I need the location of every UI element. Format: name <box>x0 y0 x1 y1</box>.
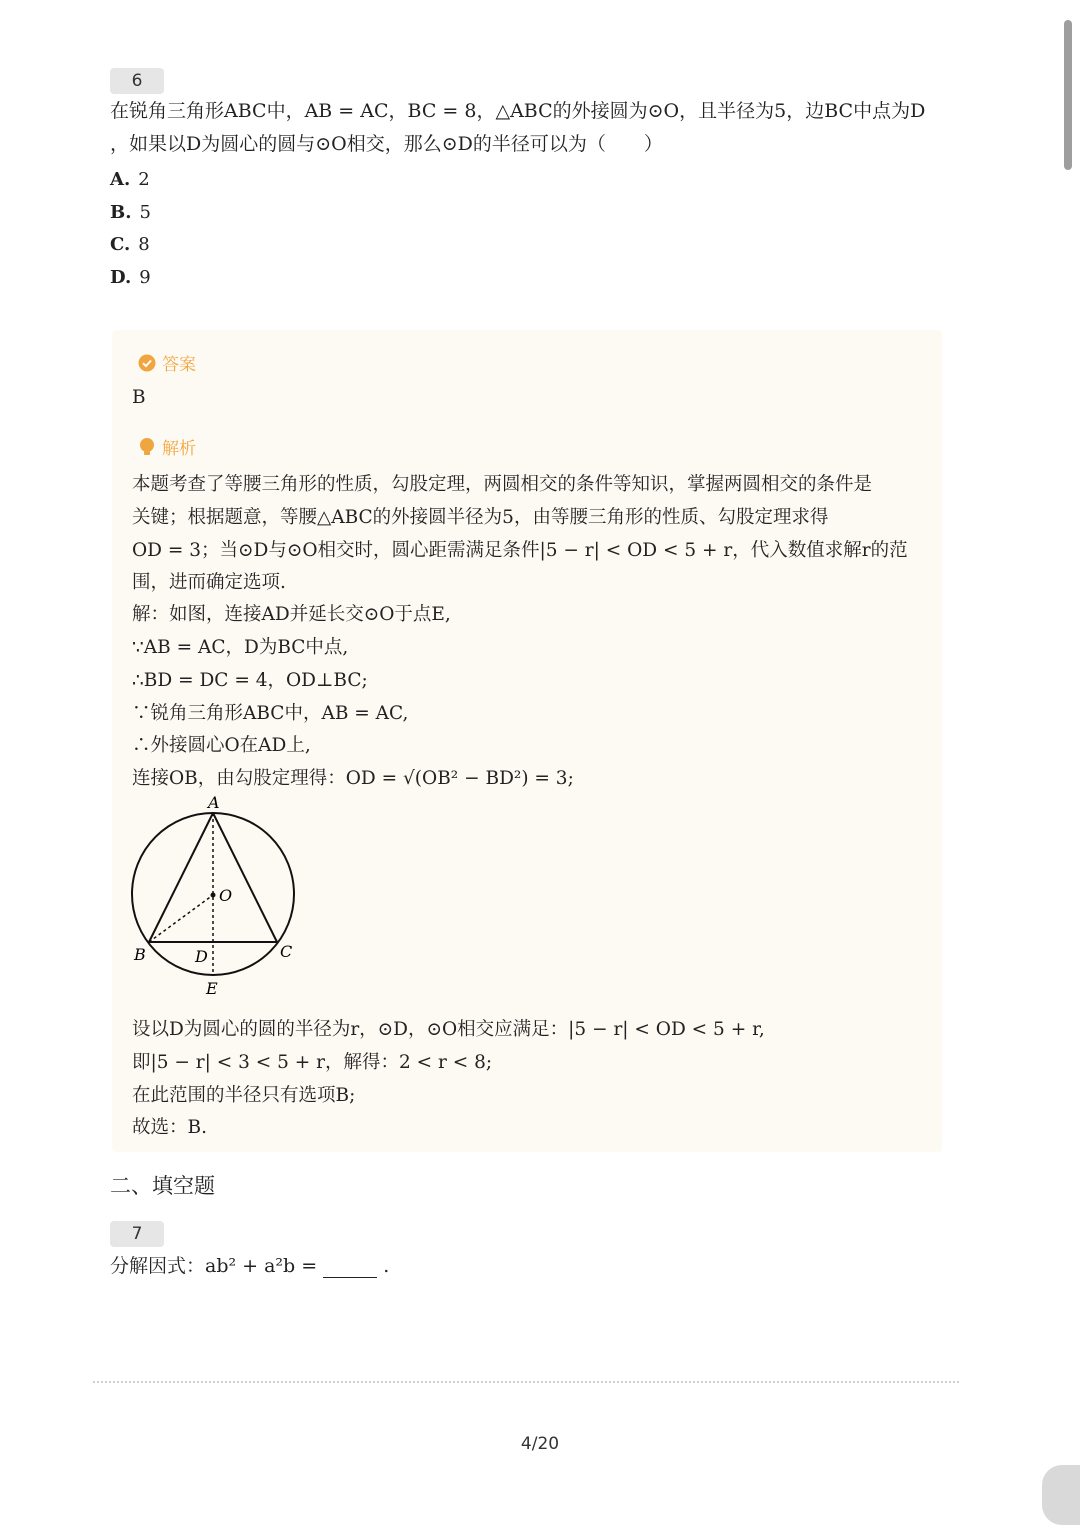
label-c: C <box>280 942 293 961</box>
option-text: 9 <box>139 267 151 288</box>
answer-value: B <box>132 387 146 408</box>
answer-label: 答案 <box>162 355 196 375</box>
question-7-stem <box>110 1251 389 1278</box>
question-7-expression: 分解因式：ab² + a²b = <box>110 1255 318 1277</box>
page-indicator: 4/20 <box>520 1434 560 1454</box>
analysis-line: ∴BD = DC = 4，OD⊥BC; <box>132 670 368 691</box>
analysis-label: 解析 <box>162 439 196 459</box>
analysis-line: 在此范围的半径只有选项B; <box>132 1085 356 1106</box>
analysis-line: 围，进而确定选项. <box>132 572 286 593</box>
label-e: E <box>206 979 218 998</box>
label-a: A <box>208 793 220 812</box>
option-text: 2 <box>138 169 150 190</box>
answer-blank[interactable] <box>323 1255 377 1278</box>
analysis-line: 设以D为圆心的圆的半径为r，⊙D，⊙O相交应满足：|5 − r| < OD < 5 + r, <box>132 1019 765 1040</box>
scrollbar[interactable] <box>1064 20 1072 170</box>
label-d: D <box>195 947 208 966</box>
option-a[interactable] <box>110 169 150 190</box>
analysis-line: 连接OB，由勾股定理得：OD = √(OB² − BD²) = 3; <box>132 768 574 789</box>
analysis-line: 本题考查了等腰三角形的性质，勾股定理，两圆相交的条件等知识，掌握两圆相交的条件是 <box>132 474 873 495</box>
answer-header <box>138 350 196 377</box>
analysis-line: 即|5 − r| < 3 < 5 + r，解得：2 < r < 8; <box>132 1052 493 1073</box>
analysis-line: ∵AB = AC，D为BC中点, <box>132 637 349 658</box>
question-number-badge: 7 <box>110 1221 164 1247</box>
analysis-line: ∵锐角三角形ABC中，AB = AC, <box>132 703 409 724</box>
side-ab <box>149 813 213 942</box>
section-title: 二、填空题 <box>110 1174 215 1198</box>
analysis-line: 故选：B. <box>132 1117 207 1138</box>
geometry-figure <box>128 792 303 1002</box>
check-circle-icon <box>138 354 156 377</box>
option-text: 5 <box>139 202 151 223</box>
option-text: 8 <box>138 234 150 255</box>
option-c[interactable] <box>110 234 150 255</box>
question-7-period: . <box>383 1255 390 1277</box>
center-point-o <box>211 893 216 898</box>
question-stem-line-2: ，如果以D为圆心的圆与⊙O相交，那么⊙D的半径可以为（ ） <box>110 133 663 155</box>
lightbulb-icon <box>138 437 156 462</box>
question-stem-line-1: 在锐角三角形ABC中，AB = AC，BC = 8，△ABC的外接圆为⊙O，且半径为5，边BC中点为D <box>110 100 926 122</box>
analysis-header <box>138 434 196 462</box>
side-ac <box>213 813 277 942</box>
question-number-badge: 6 <box>110 68 164 94</box>
floating-action-button[interactable] <box>1042 1465 1080 1525</box>
label-b: B <box>134 945 146 964</box>
option-letter: C. <box>110 234 131 255</box>
option-d[interactable] <box>110 267 151 288</box>
analysis-line: OD = 3；当⊙D与⊙O相交时，圆心距需满足条件|5 − r| < OD < 5 + r，代入数值求解r的范 <box>132 540 908 561</box>
label-o: O <box>219 886 233 905</box>
segment-ob <box>149 895 213 942</box>
analysis-line: ∴外接圆心O在AD上, <box>132 735 311 756</box>
analysis-line: 解：如图，连接AD并延长交⊙O于点E, <box>132 604 451 625</box>
option-letter: A. <box>110 169 131 190</box>
option-b[interactable] <box>110 202 151 223</box>
page-divider <box>93 1381 959 1383</box>
option-letter: D. <box>110 267 132 288</box>
option-letter: B. <box>110 202 132 223</box>
analysis-line: 关键；根据题意，等腰△ABC的外接圆半径为5，由等腰三角形的性质、勾股定理求得 <box>132 507 829 528</box>
